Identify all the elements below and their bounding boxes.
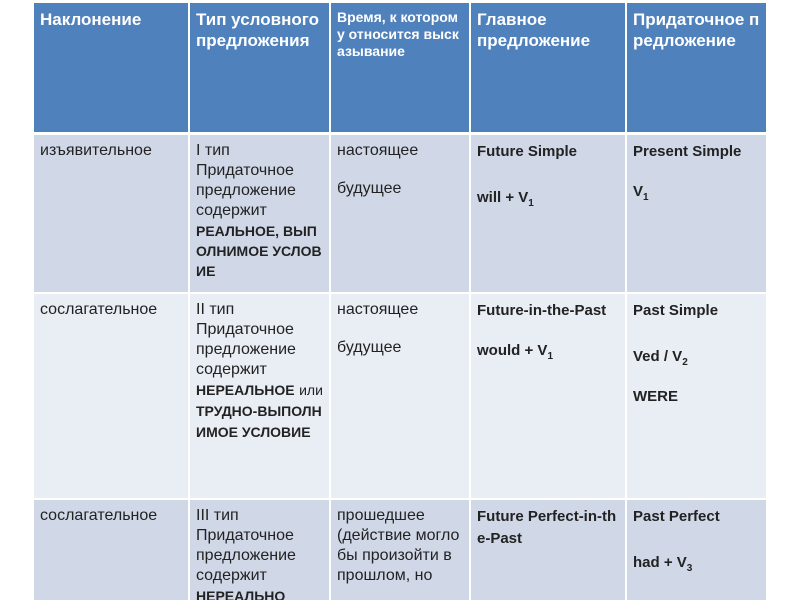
mood-cell: сослагательное: [34, 499, 189, 600]
main-clause-cell: [470, 133, 626, 293]
sub-formula: $V_1$: [633, 182, 649, 203]
sub-clause-cell: [626, 133, 766, 293]
header-main-clause: Главное предложение: [470, 3, 626, 133]
type-name: II тип: [196, 301, 235, 318]
time-past: прошедшее (действие могло бы произойти в прошлом, но: [337, 507, 460, 584]
main-formula: would + $V_1$: [477, 342, 553, 362]
time-cell: [330, 133, 470, 293]
sub-tense: Past Simple: [633, 302, 719, 319]
sub-formula: had + $V_3$: [633, 554, 693, 574]
time-cell: [330, 499, 470, 600]
time-present: настоящее: [337, 301, 419, 318]
type-condition: НЕРЕАЛЬНО: [196, 588, 286, 600]
main-clause-cell: [470, 499, 626, 600]
type-name: III тип: [196, 507, 239, 524]
header-time: Время, к которому относится высказывание: [330, 3, 470, 133]
type-desc: Придаточное предложение содержит: [196, 527, 296, 584]
type-cell: [189, 133, 330, 293]
main-tense: Future-in-the-Past: [477, 302, 607, 319]
table-row: [34, 499, 766, 600]
sub-extra: WERE: [633, 388, 678, 405]
conditionals-table: [34, 3, 766, 600]
type-desc: Придаточное предложение содержит: [196, 161, 296, 219]
main-formula: will + $V_1$: [477, 188, 534, 209]
sub-clause-cell: [626, 499, 766, 600]
mood-cell: сослагательное: [34, 293, 189, 499]
table-row: [34, 293, 766, 499]
type-name: I тип: [196, 141, 230, 159]
main-tense: Future Perfect-in-the-Past: [477, 508, 617, 547]
header-mood: Наклонение: [34, 3, 189, 133]
time-present: настоящее: [337, 141, 419, 159]
type-desc: Придаточное предложение содержит: [196, 321, 296, 378]
sub-tense: Past Perfect: [633, 508, 720, 525]
header-type: Тип условного предложения: [189, 3, 330, 133]
time-cell: [330, 293, 470, 499]
type-condition: НЕРЕАЛЬНОЕ или ТРУДНО-ВЫПОЛНИМОЕ УСЛОВИЕ: [196, 382, 323, 440]
header-subordinate-clause: Придаточное предложение: [626, 3, 766, 133]
mood-cell: изъявительное: [34, 133, 189, 293]
header-row: [34, 3, 766, 133]
type-cell: [189, 499, 330, 600]
type-condition: РЕАЛЬНОЕ, ВЫПОЛНИМОЕ УСЛОВИЕ: [196, 222, 322, 279]
time-future: будущее: [337, 339, 402, 356]
time-future: будущее: [337, 179, 402, 197]
sub-tense: Present Simple: [633, 142, 742, 160]
main-clause-cell: [470, 293, 626, 499]
type-cell: [189, 293, 330, 499]
sub-formula: Ved / $V_2$: [633, 348, 688, 368]
sub-clause-cell: [626, 293, 766, 499]
main-tense: Future Simple: [477, 142, 578, 160]
table-row: [34, 133, 766, 293]
